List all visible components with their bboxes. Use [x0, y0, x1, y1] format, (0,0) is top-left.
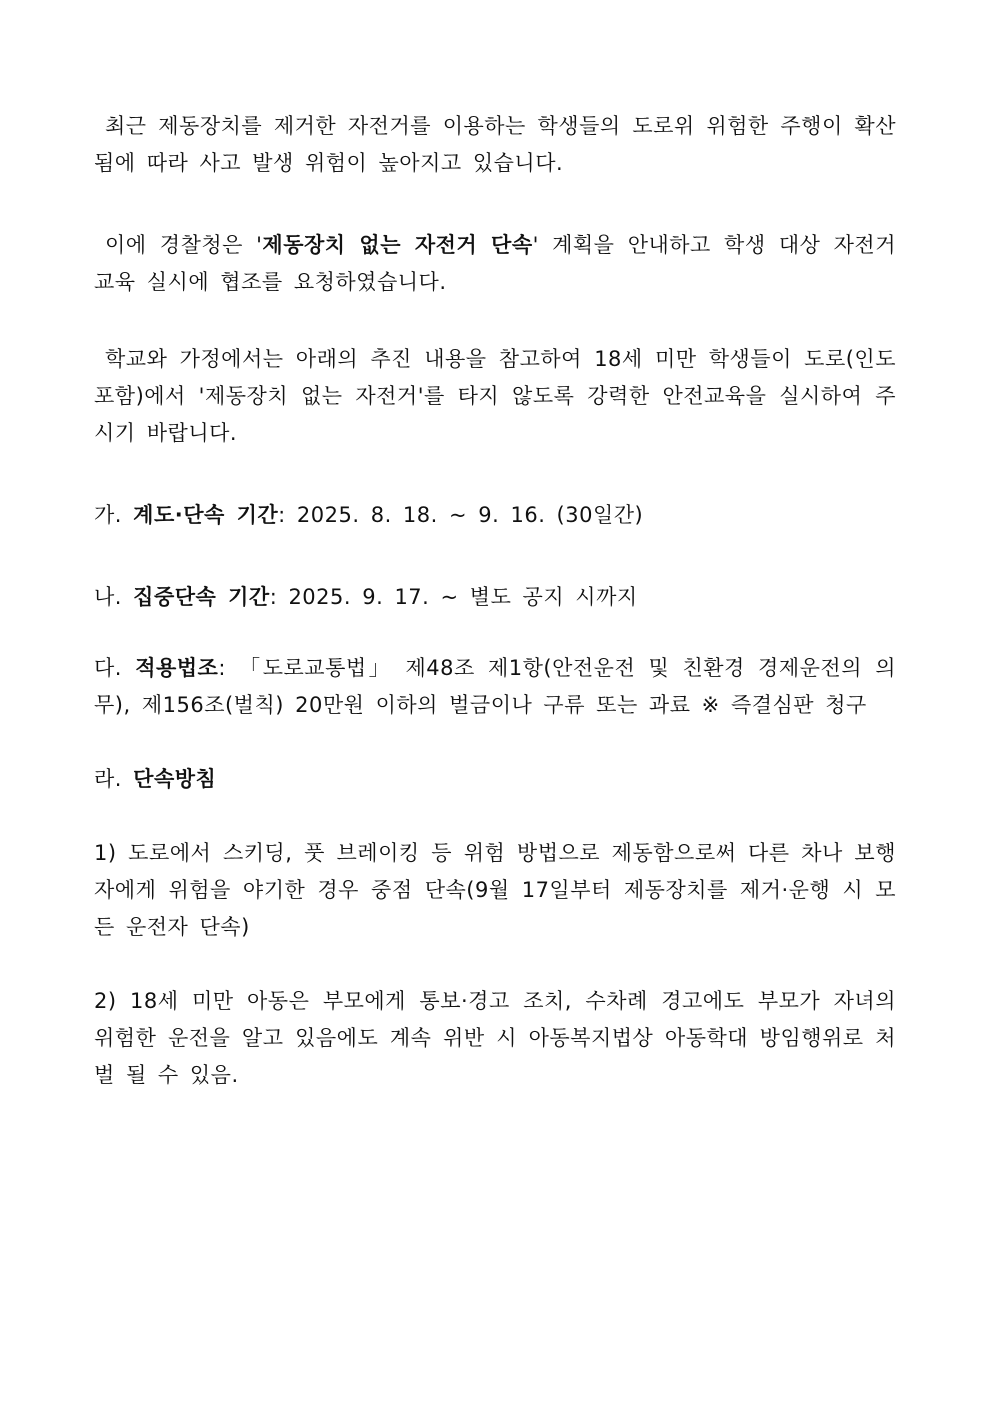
item-ga-text: : 2025. 8. 18. ~ 9. 16. (30일간) [278, 503, 644, 527]
intro-text-3: 학교와 가정에서는 아래의 추진 내용을 참고하여 18세 미만 학생들이 도로(인도 포함)에서 '제동장치 없는 자전거'를 타지 않도록 강력한 안전교육을 실시하여 주시기 바랍니다. [94, 347, 896, 445]
crackdown-plan-title: 제동장치 없는 자전거 단속 [262, 233, 533, 257]
item-ra-marker: 라. [94, 767, 122, 791]
item-ga-marker: 가. [94, 503, 122, 527]
intro-text-2-after: ' 계획을 안내하고 학생 대상 자전거 교육 실시에 협조를 요청하였습니다. [94, 233, 896, 294]
item-na-marker: 나. [94, 585, 122, 609]
item-ga [94, 497, 896, 534]
item-da-marker: 다. [94, 656, 122, 680]
intro-paragraph-2 [94, 227, 896, 301]
item-ga-label: 계도·단속 기간 [133, 503, 279, 527]
intro-paragraph-1 [94, 108, 896, 182]
policy-text-1: 1) 도로에서 스키딩, 풋 브레이킹 등 위험 방법으로 제동함으로써 다른 차나 보행자에게 위험을 야기한 경우 중점 단속(9월 17일부터 제동장치를 제거·운행 시 모든 운전자 단속) [94, 841, 896, 939]
policy-item-2 [94, 983, 896, 1094]
item-da [94, 650, 896, 724]
item-na-label: 집중단속 기간 [133, 585, 270, 609]
item-da-label: 적용법조 [135, 656, 219, 680]
policy-text-2: 2) 18세 미만 아동은 부모에게 통보·경고 조치, 수차례 경고에도 부모가 자녀의 위험한 운전을 알고 있음에도 계속 위반 시 아동복지법상 아동학대 방임행위로 처벌 될 수 있음. [94, 989, 896, 1087]
intro-paragraph-3 [94, 341, 896, 452]
item-na [94, 579, 896, 616]
document-page [94, 108, 896, 1094]
policy-item-1 [94, 835, 896, 946]
item-da-text: : 「도로교통법」 제48조 제1항(안전운전 및 친환경 경제운전의 의무), 제156조(벌칙) 20만원 이하의 벌금이나 구류 또는 과료 ※ 즉결심판 청구 [94, 656, 896, 717]
intro-text-2-before: 이에 경찰청은 ' [105, 233, 263, 257]
item-na-text: : 2025. 9. 17. ~ 별도 공지 시까지 [269, 585, 638, 609]
item-ra [94, 761, 896, 798]
item-ra-label: 단속방침 [133, 767, 217, 791]
intro-text-1: 최근 제동장치를 제거한 자전거를 이용하는 학생들의 도로위 위험한 주행이 확산됨에 따라 사고 발생 위험이 높아지고 있습니다. [94, 114, 896, 175]
